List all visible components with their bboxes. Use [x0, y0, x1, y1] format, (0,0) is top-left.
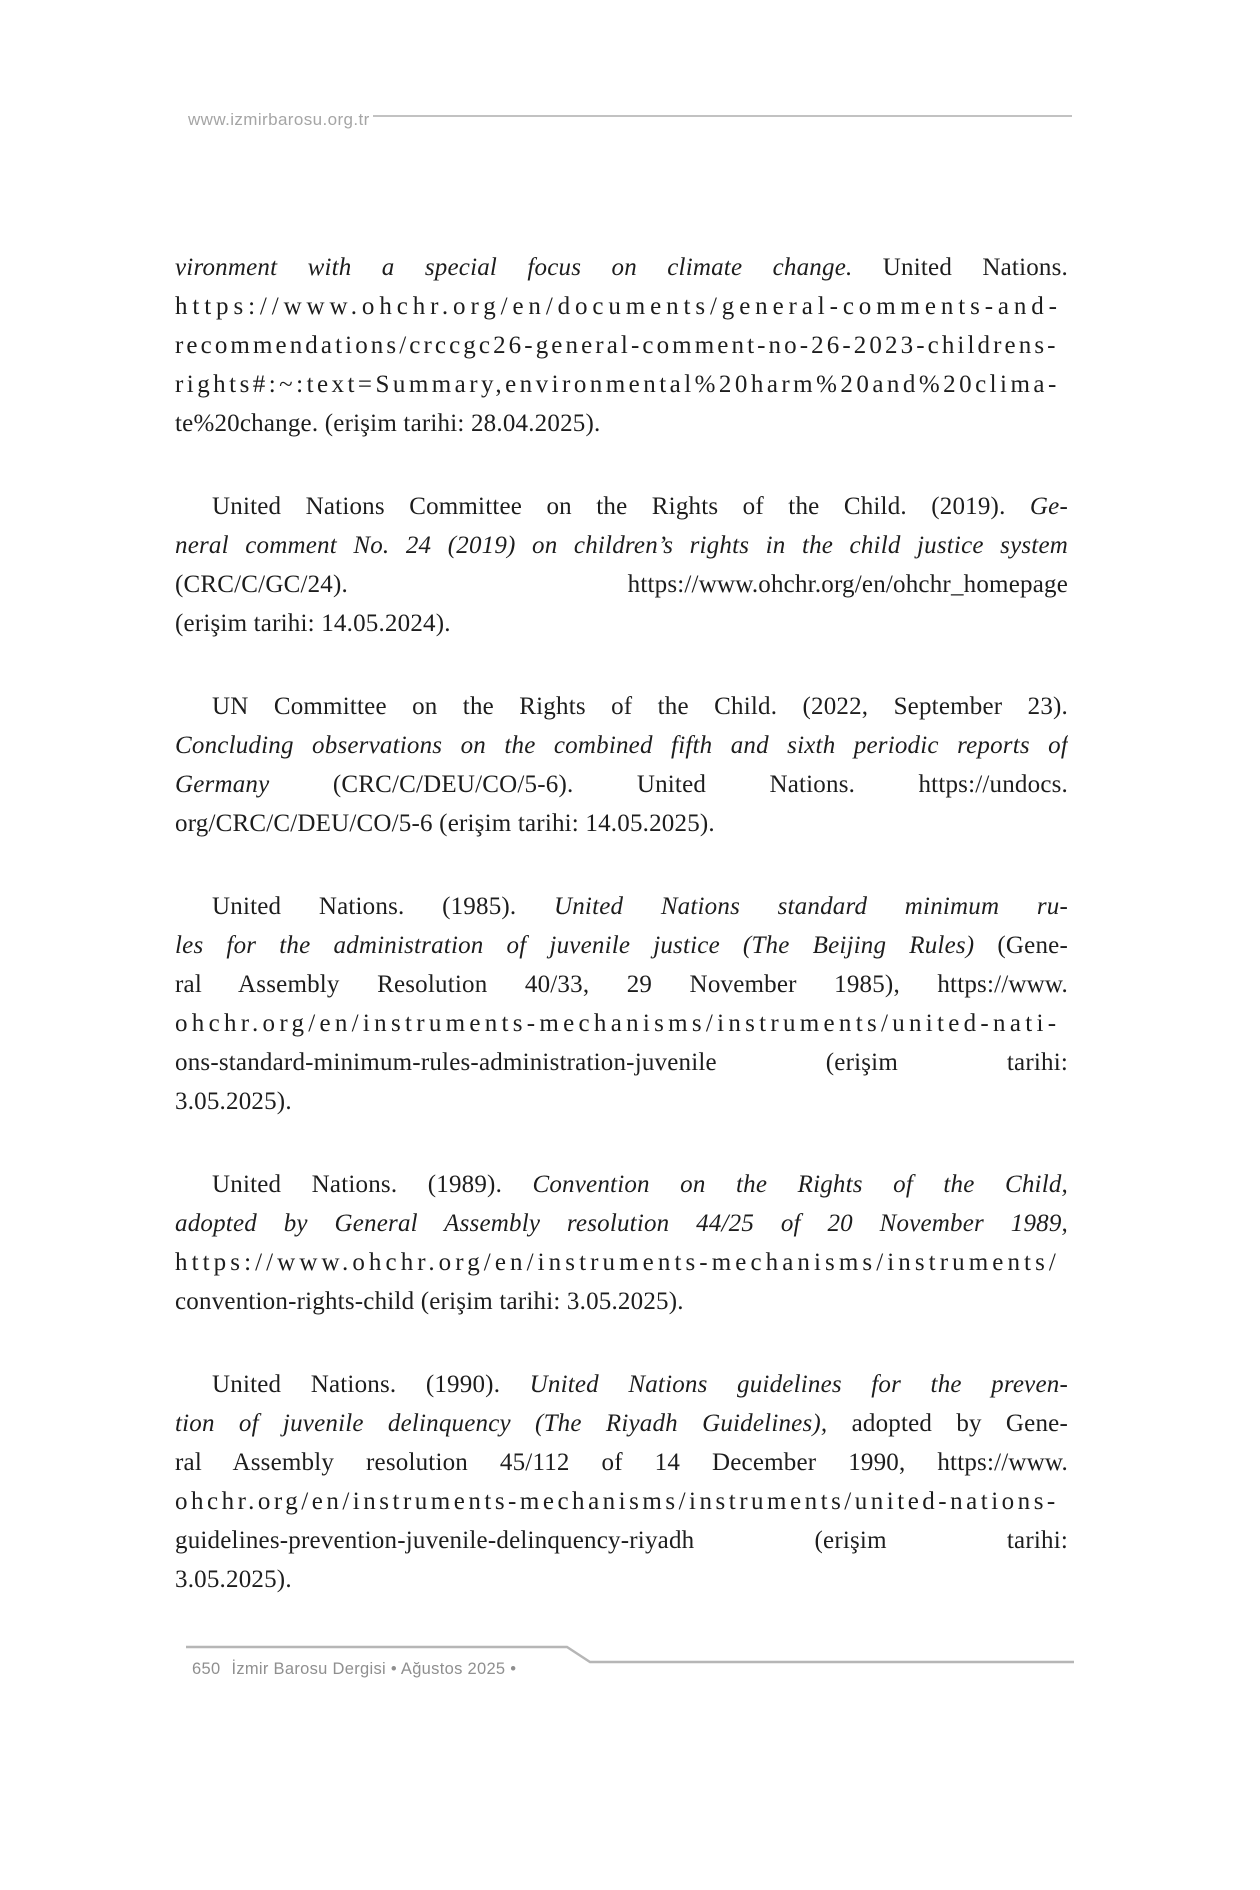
reference-line: neral comment No. 24 (2019) on children’s rights in the child justice system [175, 532, 1068, 559]
reference-entry [175, 887, 1068, 1121]
reference-line: (CRC/C/GC/24). https://www.ohchr.org/en/ohchr_homepage [175, 571, 1068, 598]
header-rule [373, 115, 1072, 118]
reference-line: UN Committee on the Rights of the Child. (2022, September 23). [212, 693, 1068, 720]
reference-line: United Nations Committee on the Rights of the Child. (2019). Ge- [212, 493, 1068, 520]
reference-line: vironment with a special focus on climate change. United Nations. [175, 254, 1068, 281]
reference-line: tion of juvenile delinquency (The Riyadh Guidelines), adopted by Gene- [175, 1410, 1068, 1437]
references [175, 248, 1068, 1643]
reference-entry [175, 1365, 1068, 1599]
header-website-url: www.izmirbarosu.org.tr [188, 110, 370, 129]
reference-line: ohchr.org/en/instruments-mechanisms/instruments/united-nations- [175, 1488, 1059, 1515]
footer-page-number: 650 [192, 1660, 221, 1678]
footer-rule [0, 1640, 1260, 1670]
reference-line: https://www.ohchr.org/en/instruments-mechanisms/instruments/ [175, 1249, 1060, 1276]
reference-line: 3.05.2025). [175, 1088, 292, 1115]
reference-line: https://www.ohchr.org/en/documents/general-comments-and- [175, 293, 1062, 320]
reference-entry [175, 1165, 1068, 1321]
reference-line: adopted by General Assembly resolution 44/25 of 20 November 1989, [175, 1210, 1068, 1237]
reference-line: United Nations. (1985). United Nations standard minimum ru- [212, 893, 1068, 920]
reference-line: guidelines-prevention-juvenile-delinquency-riyadh (erişim tarihi: [175, 1527, 1068, 1554]
footer-journal-title: İzmir Barosu Dergisi • Ağustos 2025 • [231, 1660, 517, 1678]
reference-line: Concluding observations on the combined fifth and sixth periodic reports of [175, 732, 1068, 759]
reference-line: (erişim tarihi: 14.05.2024). [175, 610, 451, 637]
reference-line: 3.05.2025). [175, 1566, 292, 1593]
reference-line: ral Assembly Resolution 40/33, 29 November 1985), https://www. [175, 971, 1068, 998]
reference-entry [175, 687, 1068, 843]
reference-line: les for the administration of juvenile justice (The Beijing Rules) (Gene- [175, 932, 1068, 959]
reference-entry [175, 487, 1068, 643]
reference-line: ral Assembly resolution 45/112 of 14 December 1990, https://www. [175, 1449, 1068, 1476]
reference-line: rights#:~:text=Summary,environmental%20harm%20and%20clima- [175, 371, 1060, 398]
reference-line: org/CRC/C/DEU/CO/5-6 (erişim tarihi: 14.05.2025). [175, 810, 715, 837]
reference-line: convention-rights-child (erişim tarihi: 3.05.2025). [175, 1288, 684, 1315]
page-header [188, 110, 1072, 130]
reference-line: ons-standard-minimum-rules-administration-juvenile (erişim tarihi: [175, 1049, 1068, 1076]
reference-line: United Nations. (1989). Convention on the Rights of the Child, [212, 1171, 1068, 1198]
reference-entry [175, 248, 1068, 443]
reference-line: ohchr.org/en/instruments-mechanisms/instruments/united-nati- [175, 1010, 1061, 1037]
reference-line: Germany (CRC/C/DEU/CO/5-6). United Nations. https://undocs. [175, 771, 1068, 798]
reference-line: recommendations/crccgc26-general-comment-no-26-2023-childrens- [175, 332, 1059, 359]
reference-line: te%20change. (erişim tarihi: 28.04.2025). [175, 410, 601, 437]
reference-line: United Nations. (1990). United Nations guidelines for the preven- [212, 1371, 1068, 1398]
page-footer [192, 1660, 516, 1679]
